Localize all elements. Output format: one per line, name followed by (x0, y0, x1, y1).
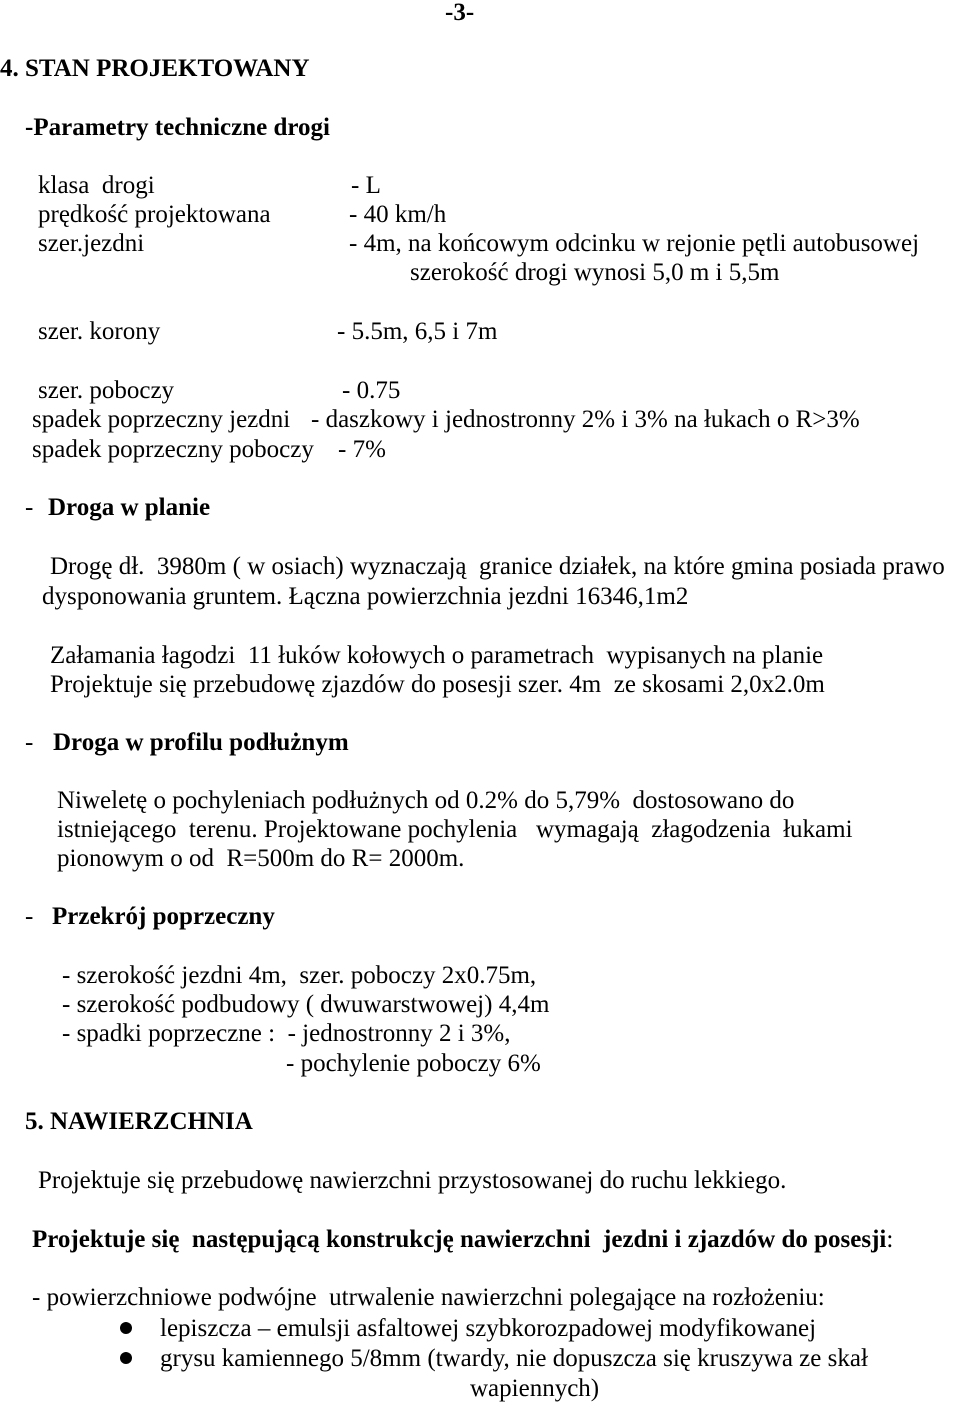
param-value-crown-width: - 5.5m, 6,5 i 7m (337, 318, 498, 345)
param-value-carriageway-width-cont: szerokość drogi wynosi 5,0 m i 5,5m (410, 259, 780, 286)
cross-section-item: - szerokość podbudowy ( dwuwarstwowej) 4,4m (62, 991, 550, 1018)
bullet-item-text: grysu kamiennego 5/8mm (twardy, nie dopuszcza się kruszywa ze skał (160, 1345, 868, 1372)
plan-line: Projektuje się przebudowę zjazdów do posesji szer. 4m ze skosami 2,0x2.0m (50, 671, 825, 698)
bullet-icon (120, 1352, 132, 1364)
construction-heading-colon: : (886, 1226, 894, 1253)
bullet-icon (120, 1322, 132, 1334)
param-label-shoulder-crossfall: spadek poprzeczny poboczy (32, 436, 314, 463)
cross-section-item: - spadki poprzeczne : - jednostronny 2 i 3%, (62, 1020, 511, 1047)
page-number: -3- (445, 0, 475, 26)
param-label-shoulder-width: szer. poboczy (38, 377, 175, 404)
plan-line: Załamania łagodzi 11 łuków kołowych o parametrach wypisanych na planie (50, 642, 824, 669)
param-label-crown-width: szer. korony (38, 318, 161, 345)
profile-dash: - (25, 729, 34, 756)
surface-layer-description: - powierzchniowe podwójne utrwalenie nawierzchni polegające na rozłożeniu: (32, 1284, 825, 1311)
param-value-design-speed: - 40 km/h (349, 201, 447, 228)
param-value-carriageway-crossfall: - daszkowy i jednostronny 2% i 3% na łukach o R>3% (311, 406, 860, 433)
parameters-heading: -Parametry techniczne drogi (25, 114, 330, 141)
profile-line: pionowym o od R=500m do R= 2000m. (57, 845, 465, 872)
construction-heading: Projektuje się następującą konstrukcję nawierzchni jezdni i zjazdów do posesji (32, 1226, 887, 1253)
param-value-road-class: - L (351, 172, 381, 199)
cross-section-item: - pochylenie poboczy 6% (286, 1050, 541, 1077)
section-4-title: 4. STAN PROJEKTOWANY (0, 55, 310, 82)
plan-heading: Droga w planie (48, 494, 211, 521)
profile-line: istniejącego terenu. Projektowane pochylenia wymagają złagodzenia łukami (57, 816, 853, 843)
param-label-design-speed: prędkość projektowana (38, 201, 271, 228)
section-5-intro: Projektuje się przebudowę nawierzchni przystosowanej do ruchu lekkiego. (38, 1167, 787, 1194)
plan-line: dysponowania gruntem. Łączna powierzchnia jezdni 16346,1m2 (42, 583, 689, 610)
param-label-carriageway-crossfall: spadek poprzeczny jezdni (32, 406, 291, 433)
profile-heading: Droga w profilu podłużnym (53, 729, 349, 756)
bullet-item-text-cont: wapiennych) (470, 1375, 600, 1402)
section-5-title: 5. NAWIERZCHNIA (25, 1108, 253, 1135)
profile-line: Niweletę o pochyleniach podłużnych od 0.2% do 5,79% dostosowano do (57, 787, 795, 814)
construction-heading-line (32, 1225, 893, 1254)
cross-section-heading: Przekrój poprzeczny (52, 903, 275, 930)
param-label-road-class: klasa drogi (38, 172, 155, 199)
plan-dash: - (25, 494, 34, 521)
cross-section-item: - szerokość jezdni 4m, szer. poboczy 2x0.75m, (62, 962, 537, 989)
plan-line: Drogę dł. 3980m ( w osiach) wyznaczają granice działek, na które gmina posiada prawo (50, 553, 945, 580)
param-value-shoulder-width: - 0.75 (342, 377, 401, 404)
param-value-carriageway-width: - 4m, na końcowym odcinku w rejonie pętli autobusowej (349, 230, 920, 257)
param-value-shoulder-crossfall: - 7% (338, 436, 386, 463)
param-label-carriageway-width: szer.jezdni (38, 230, 145, 257)
cross-section-dash: - (25, 903, 34, 930)
bullet-item-text: lepiszcza – emulsji asfaltowej szybkorozpadowej modyfikowanej (160, 1315, 817, 1342)
